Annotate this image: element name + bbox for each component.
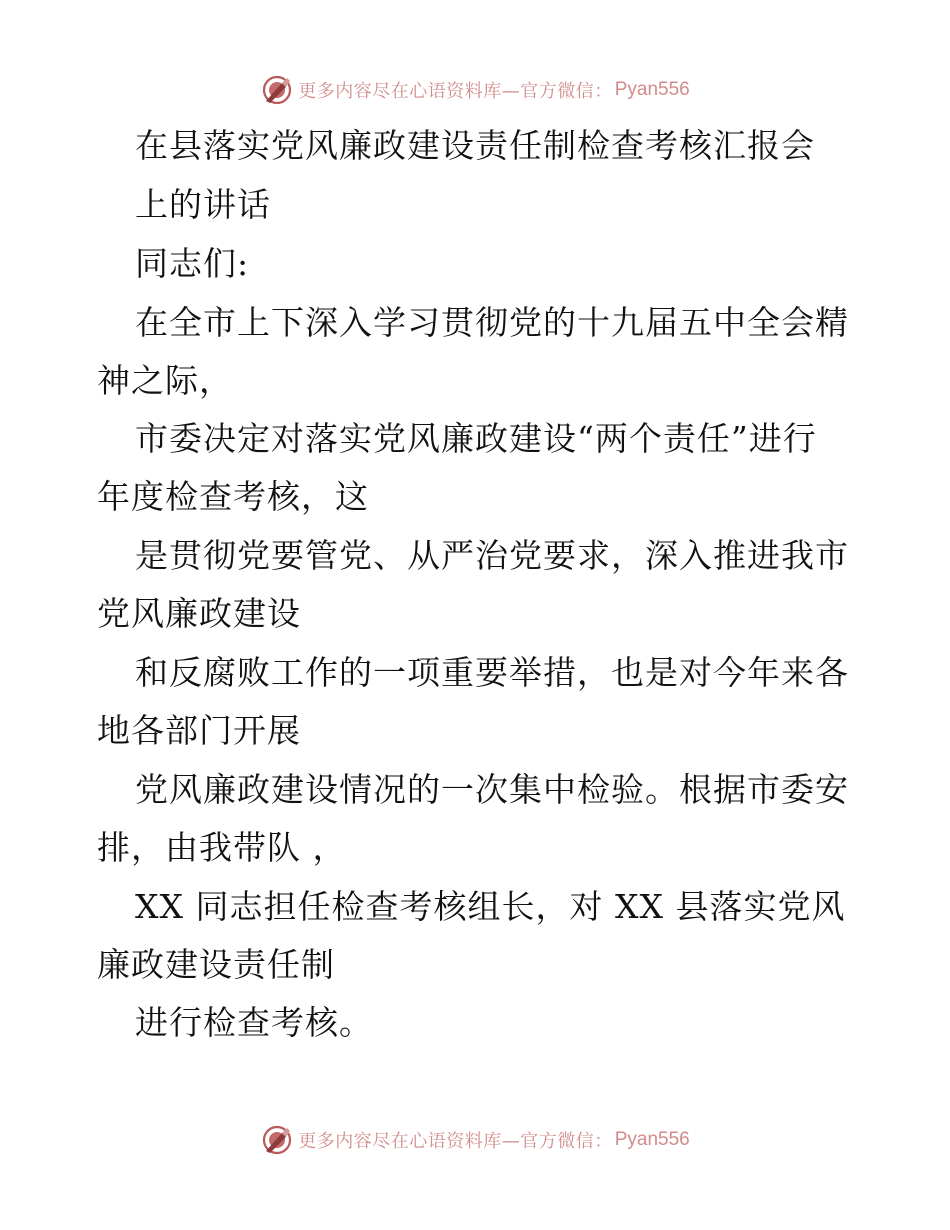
watermark-wechat-id: Pyan556 [614, 1129, 690, 1150]
salutation: 同志们: [135, 244, 250, 283]
paragraph-line: 神之际， [97, 361, 233, 400]
paragraph-line: 进行检查考核。 [135, 1003, 373, 1042]
paragraph-line: XX 同志担任检查考核组长，对 XX 县落实党风 [135, 887, 846, 926]
paragraph-line: 地各部门开展 [97, 711, 301, 750]
header-watermark [0, 70, 950, 110]
paragraph-line: 在全市上下深入学习贯彻党的十九届五中全会精 [135, 303, 849, 342]
pen-logo-icon [260, 73, 294, 107]
document-title-line-1: 在县落实党风廉政建设责任制检查考核汇报会 [135, 126, 815, 165]
paragraph-line: 是贯彻党要管党、从严治党要求，深入推进我市 [135, 536, 849, 575]
watermark-wechat-id: Pyan556 [614, 79, 690, 100]
footer-watermark [0, 1120, 950, 1160]
watermark-text: 更多内容尽在心语资料库—官方微信： [298, 1131, 613, 1152]
paragraph-line: 党风廉政建设 [97, 594, 301, 633]
paragraph-line: 和反腐败工作的一项重要举措，也是对今年来各 [135, 653, 849, 692]
paragraph-line: 年度检查考核，这 [97, 477, 369, 516]
paragraph-line: 排，由我带队 ， [97, 828, 347, 867]
document-title-line-2: 上的讲话 [135, 185, 271, 224]
paragraph-line: 党风廉政建设情况的一次集中检验。根据市委安 [135, 770, 849, 809]
paragraph-line: 市委决定对落实党风廉政建设“两个责任”进行 [135, 419, 817, 458]
paragraph-line: 廉政建设责任制 [97, 945, 335, 984]
watermark-text: 更多内容尽在心语资料库—官方微信： [298, 81, 613, 102]
pen-logo-icon [260, 1123, 294, 1157]
